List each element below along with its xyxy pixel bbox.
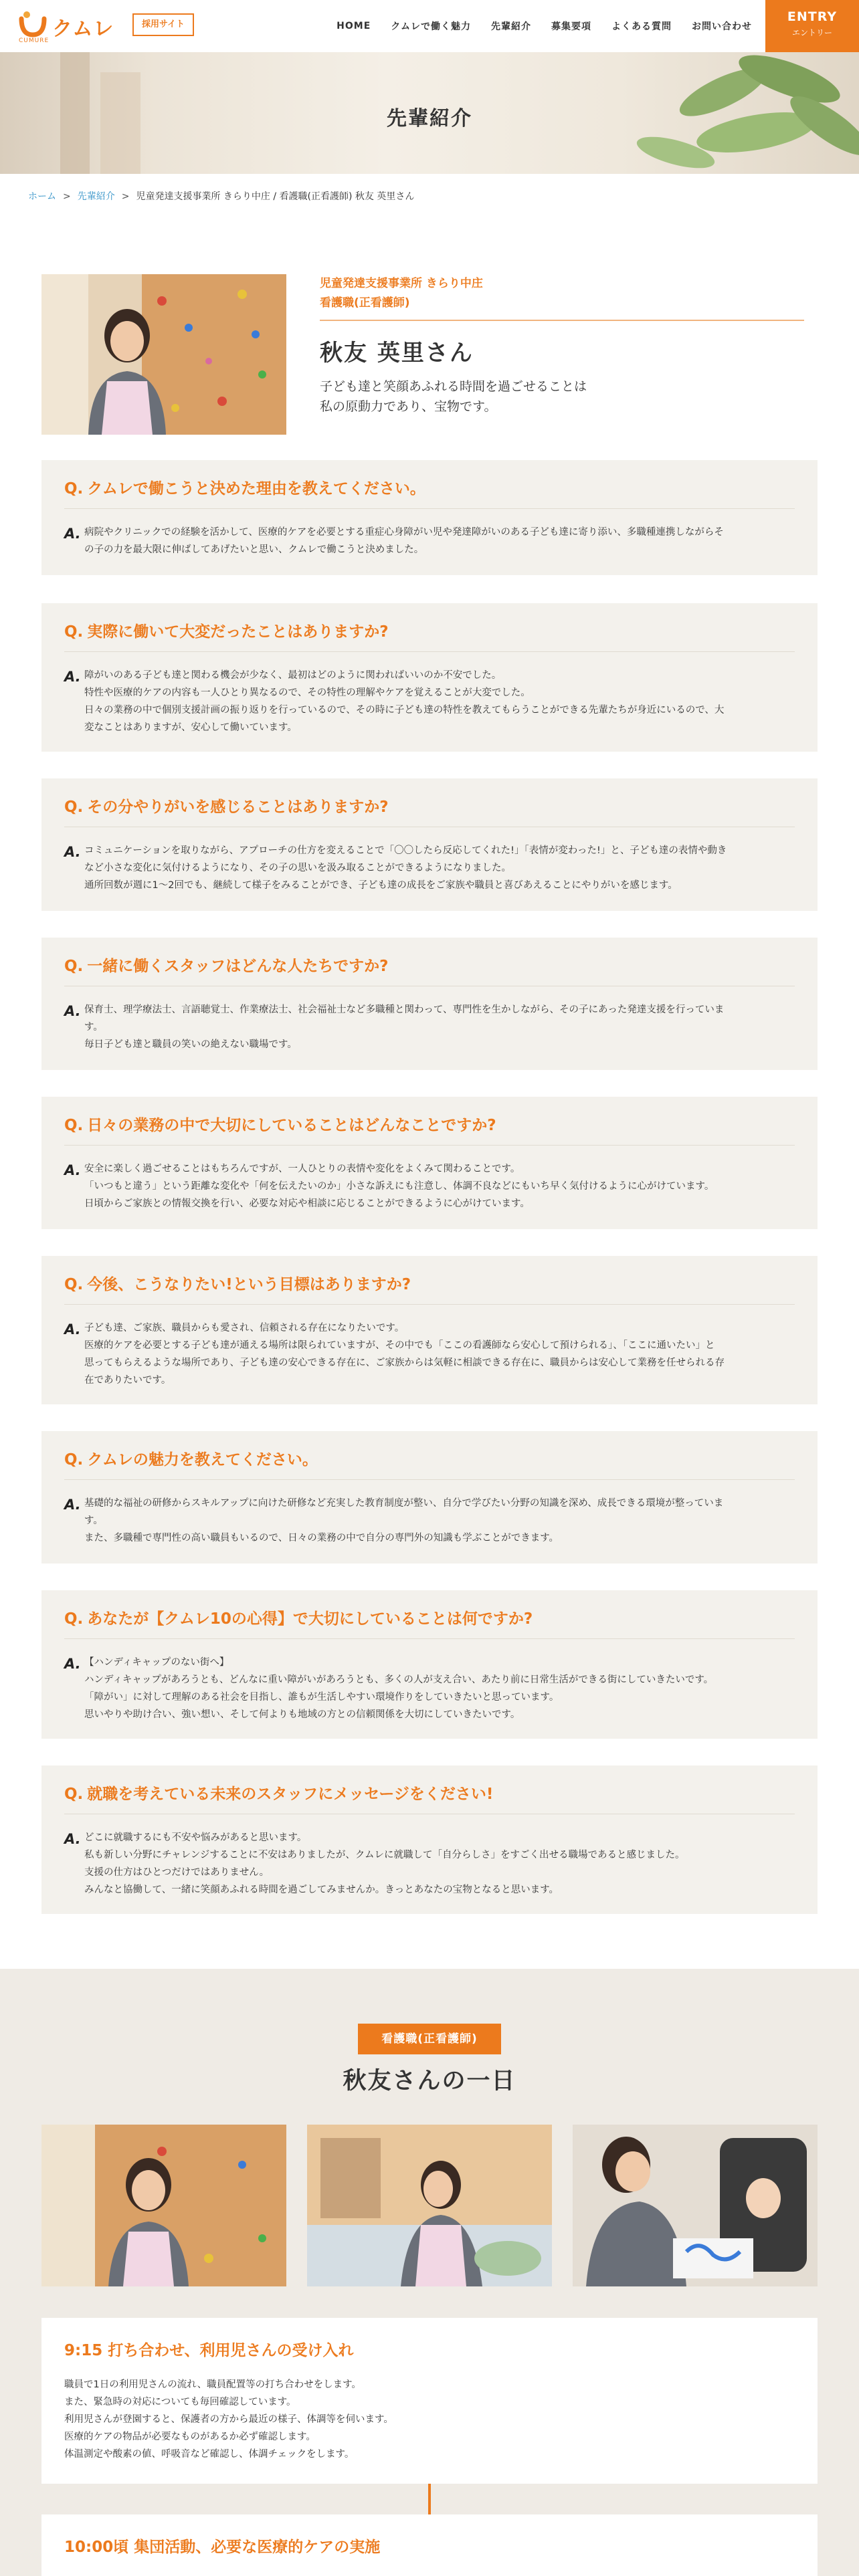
qa-block — [41, 778, 818, 911]
qa-divider — [64, 1479, 795, 1480]
nav-contact[interactable]: お問い合わせ — [692, 21, 752, 32]
qa-answer: A. 【ハンディキャップのない街へ】 ハンディキャップがあろうとも、どんなに重い障がいがあろうとも、多くの人が支え合い、あたり前に日常生活ができる街にしていきたいです。 「障がい」に対して理解のある社会を目指し、誰もが生活しやすい環境作りをしていきたいと思っています。 思いやりや助け合い、強い想い、そして何よりも地域の方との信頼関係を大切にしていきたいです。 — [64, 1656, 714, 1720]
profile-photo-image — [41, 274, 286, 435]
qa-block — [41, 1097, 818, 1229]
qa-divider — [64, 1638, 795, 1639]
profile-info — [320, 274, 804, 417]
breadcrumb-current: 児童発達支援事業所 きらり中庄 / 看護職(正看護師) 秋友 英里さん — [136, 191, 415, 202]
nav-appeal[interactable]: クムレで働く魅力 — [391, 21, 471, 32]
entry-button[interactable] — [765, 0, 859, 52]
nav-faq[interactable]: よくある質問 — [611, 21, 672, 32]
day-photo — [573, 2125, 818, 2286]
qa-block — [41, 1590, 818, 1739]
qa-divider — [64, 508, 795, 509]
qa-answer: A. コミュニケーションを取りながら、アプローチの仕方を変えることで「〇〇したら反応してくれた!」「表情が変わった!」と、子ども達の表情や動き など小さな変化に気付けるようになり、その子の思いを汲み取ることができるようになりました。 通所回数が週に1〜2回でも、継続して様子をみることができ、子ども達の成長をご家族や職員と喜びあえることにやりがいを感じます。 — [64, 844, 727, 891]
qa-question: Q. あなたが【クムレ10の心得】で大切にしていることは何ですか? — [64, 1610, 533, 1628]
breadcrumb-senpai[interactable]: 先輩紹介 — [77, 191, 115, 202]
qa-question: Q. クムレで働こうと決めた理由を教えてください。 — [64, 480, 425, 498]
qa-question: Q. 就職を考えている未来のスタッフにメッセージをください! — [64, 1786, 494, 1803]
timeline-card — [41, 2514, 818, 2576]
profile-affiliation: 児童発達支援事業所 きらり中庄 — [320, 277, 483, 290]
qa-block — [41, 1431, 818, 1564]
entry-label-jp: エントリー — [791, 28, 832, 37]
profile-name: 秋友 英里さん — [320, 340, 474, 366]
logo-sub: CUMURE — [19, 37, 50, 44]
hero-banner — [0, 52, 859, 174]
timeline-time: 9:15 打ち合わせ、利用児さんの受け入れ — [64, 2342, 354, 2359]
qa-block — [41, 938, 818, 1070]
qa-question: Q. 今後、こうなりたい!という目標はありますか? — [64, 1276, 411, 1293]
qa-question: Q. クムレの魅力を教えてください。 — [64, 1451, 318, 1469]
qa-answer: A. 安全に楽しく過ごせることはもちろんですが、一人ひとりの表情や変化をよくみて関わることです。 「いつもと違う」という距離な変化や「何を伝えたいのか」小さな訴えにも注意し、体調不良などにもいち早く気付けるように心がけています。 日頃からご家族との情報交換を行い、必要な対応や相談に応じることができるように心がけています。 — [64, 1162, 714, 1209]
qa-answer: A. 基礎的な福祉の研修からスキルアップに向けた研修など充実した教育制度が整い、自分で学びたい分野の知識を深め、成長できる環境が整っていま す。 また、多職種で専門性の高い職員もいるので、日々の業務の中で自分の専門外の知識も学ぶことができます。 — [64, 1497, 724, 1543]
qa-divider — [64, 1145, 795, 1146]
qa-question: Q. 一緒に働くスタッフはどんな人たちですか? — [64, 958, 389, 975]
qa-block — [41, 460, 818, 575]
qa-answer: A. 保育士、理学療法士、言語聴覚士、作業療法士、社会福祉士など多職種と関わって、専門性を生かしながら、その子にあった発達支援を行っていま す。 毎日子ども達と職員の笑いの絶えない職場です。 — [64, 1003, 725, 1050]
qa-question: Q. 日々の業務の中で大切にしていることはどんなことですか? — [64, 1117, 496, 1134]
breadcrumb — [28, 189, 414, 203]
recruit-site-badge: 採用サイト — [132, 13, 194, 36]
logo[interactable] — [19, 8, 126, 45]
qa-answer: A. 病院やクリニックでの経験を活かして、医療的ケアを必要とする重症心身障がい児や発達障がいのある子ども達に寄り添い、多職種連携しながらそ の子の力を最大限に伸ばしてあげたいと思い、クムレで働こうと決めました。 — [64, 526, 724, 555]
day-title: 秋友さんの一日 — [343, 2068, 516, 2095]
timeline-description: 職員で1日の利用児さんの流れ、職員配置等の打ち合わせをします。 また、緊急時の対応についても毎回確認しています。 利用児さんが登園すると、保護者の方から最近の様子、体調等を伺います。 医療的ケアの物品が必要なものがあるか必ず確認します。 体温測定や酸素の値、呼吸音など確認し、体調チェックをします。 — [64, 2379, 393, 2460]
profile-role: 看護職(正看護師) — [320, 296, 410, 310]
qa-question: Q. 実際に働いて大変だったことはありますか? — [64, 623, 389, 641]
global-nav — [337, 0, 752, 52]
qa-answer: A. どこに就職するにも不安や悩みがあると思います。 私も新しい分野にチャレンジすることに不安はありましたが、クムレに就職して「自分らしさ」をすごく出せる職場であると感じました。 支援の仕方はひとつだけではありません。 みんなと協働して、一緒に笑顔あふれる時間を過ごしてみませんか。きっとあなたの宝物となると思います。 — [64, 1831, 685, 1895]
qa-answer: A. 子ども達、ご家族、職員からも愛され、信頼される存在になりたいです。 医療的ケアを必要とする子ども達が通える場所は限られていますが、その中でも「ここの看護師なら安心して預けられる」、「ここに通いたい」と 思ってもらえるような場所であり、子ども達の安心できる存在に、ご家族からは気軽に相談できる存在に、職員からは安心して業務を任せられる存 在でありたいです。 — [64, 1321, 725, 1386]
qa-question: Q. その分やりがいを感じることはありますか? — [64, 798, 389, 816]
profile-photo — [41, 274, 286, 435]
nav-senpai[interactable]: 先輩紹介 — [491, 21, 531, 32]
catch-line: 子ども達と笑顔あふれる時間を過ごせることは — [320, 379, 587, 394]
breadcrumb-home[interactable]: ホーム — [28, 191, 56, 202]
breadcrumb-separator: > — [121, 191, 130, 202]
logo-text: クムレ — [52, 17, 114, 41]
profile-divider — [320, 320, 804, 321]
timeline-time: 10:00頃 集団活動、必要な医療的ケアの実施 — [64, 2539, 381, 2556]
nav-home[interactable]: HOME — [337, 21, 371, 31]
catch-line: 私の原動力であり、宝物です。 — [320, 399, 497, 414]
site-header — [0, 0, 859, 52]
one-day-section — [0, 1969, 859, 2576]
nav-requirements[interactable]: 募集要項 — [551, 21, 591, 32]
entry-label-en: ENTRY — [787, 9, 838, 24]
qa-divider — [64, 651, 795, 652]
day-photo — [41, 2125, 286, 2286]
day-role-badge: 看護職(正看護師) — [358, 2024, 501, 2054]
profile-catchphrase — [320, 377, 804, 417]
timeline-connector — [428, 2484, 431, 2514]
qa-block — [41, 1256, 818, 1404]
qa-answer: A. 障がいのある子ども達と関わる機会が少なく、最初はどのように関わればいいのか不安でした。 特性や医療的ケアの内容も一人ひとり異なるので、その特性の理解やケアを覚えることが大変でした。 日々の業務の中で個別支援計画の振り返りを行っているので、その時に子ども達の特性を教えてもらうことができる先輩たちが身近にいるので、大 変なことはありますが、安心して働いています。 — [64, 669, 725, 733]
qa-block — [41, 1765, 818, 1914]
qa-block — [41, 603, 818, 752]
day-photo — [307, 2125, 552, 2286]
page-title: 先輩紹介 — [387, 107, 472, 130]
breadcrumb-separator: > — [63, 191, 71, 202]
qa-divider — [64, 1304, 795, 1305]
timeline-card — [41, 2318, 818, 2484]
